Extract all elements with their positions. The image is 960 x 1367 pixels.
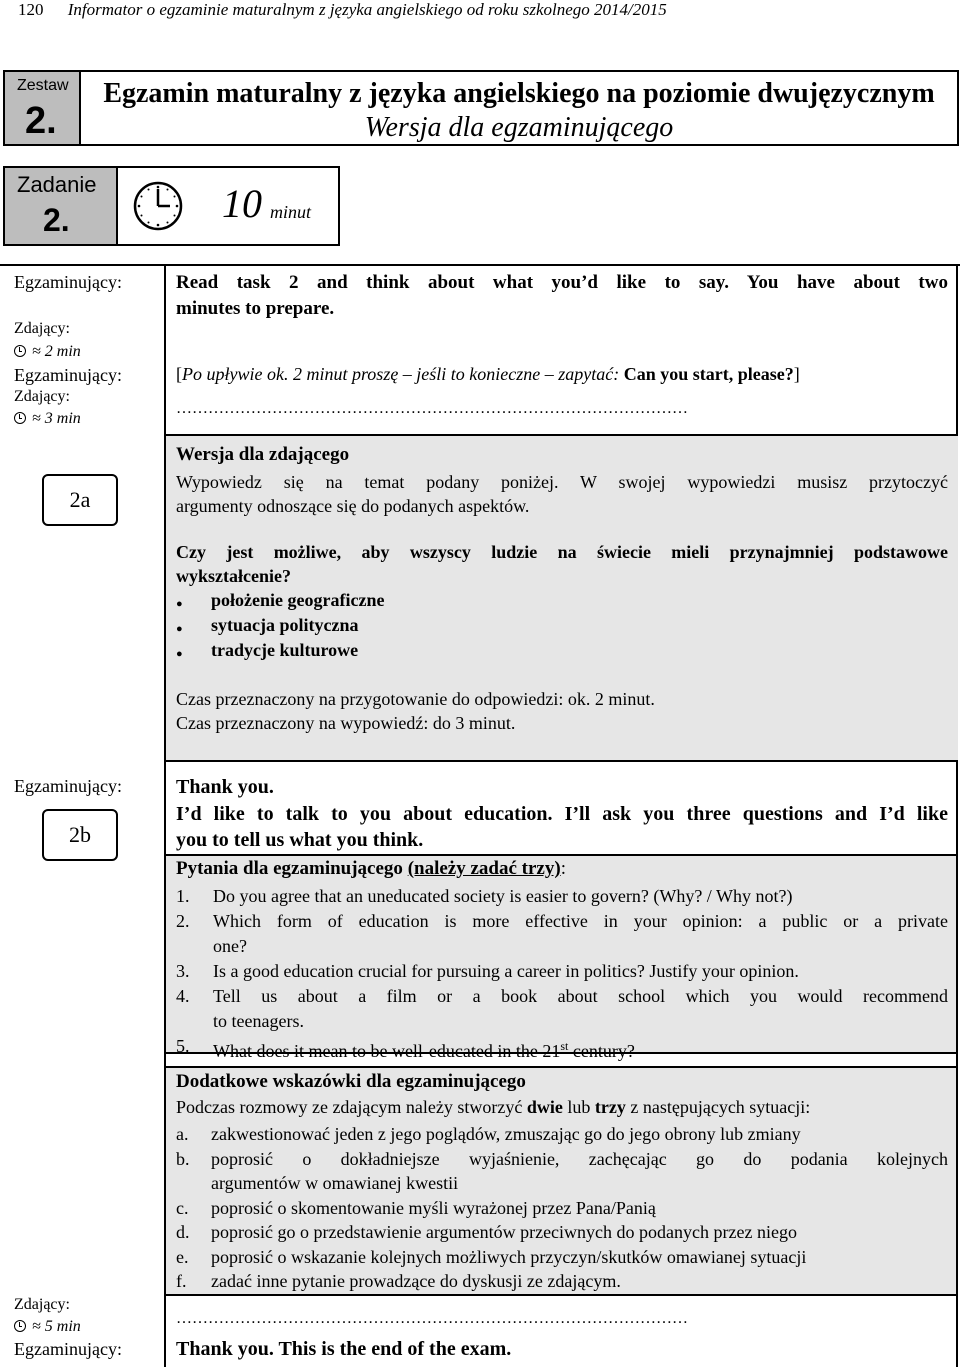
question-item: 5. What does it mean to be well-educated in the 21st century? (176, 1036, 635, 1061)
hints-heading: Dodatkowe wskazówki dla egzaminującego (176, 1071, 526, 1092)
time-approx-2: ≈ 2 min (14, 343, 81, 361)
hint-item: f. zadać inne pytanie prowadzące do dyskusji ze zdającym. (176, 1271, 621, 1291)
questions-heading: Pytania dla egzaminującego (należy zadać trzy): (176, 858, 566, 879)
question-item: 4. Tell us about a film or a book about school which you would recommend to teenagers. (176, 986, 948, 1031)
zestaw-box (3, 70, 81, 146)
label-candidate-2: Zdający: (14, 388, 70, 405)
aspect-item: ● sytuacja polityczna (176, 613, 384, 638)
label-candidate-3: Zdający: (14, 1296, 70, 1313)
candidate-card (166, 434, 958, 760)
exam-title: Egzamin maturalny z języka angielskiego na poziomie dwujęzycznym (103, 78, 935, 109)
time-value: 10 (222, 181, 262, 226)
page-header (18, 0, 667, 20)
aspect-item: ● położenie geograficzne (176, 588, 384, 613)
exam-subtitle: Wersja dla egzaminującego (364, 112, 674, 143)
instruction-2a: Read task 2 and think about what you’d like to say. You have about two minutes to prepare. (176, 272, 948, 319)
hint-item: d. poprosić go o przedstawienie argumentów przeciwnych do podanych przez niego (176, 1222, 797, 1242)
zestaw-label: Zestaw (17, 77, 69, 94)
time-answer: Czas przeznaczony na wypowiedź: do 3 minut. (176, 713, 516, 733)
clock-icon (132, 180, 184, 232)
intro-2b: I’d like to talk to you about education. I’ll ask you three questions and I’d like you to tell us what you think. (176, 803, 948, 851)
top-rule (0, 264, 960, 266)
hints-intro: Podczas rozmowy ze zdającym należy stworzyć dwie lub trzy z następujących sytuacji: (176, 1097, 811, 1117)
label-candidate: Zdający: (14, 320, 70, 337)
zadanie-number: 2. (43, 202, 70, 238)
thank-you: Thank you. (176, 776, 274, 798)
label-examiner-4: Egzaminujący: (14, 1339, 122, 1359)
small-clock-icon (14, 412, 26, 424)
hint-item: b. poprosić o dokładniejsze wyjaśnienie, zachęcając go do podania kolejnych argumentów w omawianej kwestii (176, 1148, 948, 1193)
candidate-intro: Wypowiedz się na temat podany poniżej. W swojej wypowiedzi musisz przytoczyć argumenty odnoszące się do podanych aspektów. (176, 472, 948, 516)
title-box (79, 70, 959, 146)
question-item: 1. Do you agree that an uneducated society is easier to govern? (Why? / Why not?) (176, 886, 793, 906)
discussion-question: Czy jest możliwe, aby wszyscy ludzie na świecie mieli przynajmniej podstawowe wykształcenie? (176, 542, 948, 586)
questions-box (166, 854, 956, 1061)
small-clock-icon (14, 345, 26, 357)
question-item: 3. Is a good education crucial for pursuing a career in politics? Justify your opinion. (176, 961, 799, 981)
hints-box (166, 1066, 956, 1296)
hint-item: a. zakwestionować jeden z jego poglądów, zmuszając go do jego obrony lub zmiany (176, 1124, 801, 1144)
aspect-item: ● tradycje kulturowe (176, 638, 384, 663)
zestaw-number: 2. (25, 100, 57, 142)
part-2a-panel (164, 264, 958, 762)
time-unit: minut (270, 202, 312, 222)
time-approx-3: ≈ 3 min (14, 410, 81, 428)
dots-line-2b: …………………………………………………………………………………… (176, 1310, 688, 1327)
page-number: 120 (18, 0, 44, 19)
running-title: Informator o egzaminie maturalnym z języka angielskiego od roku szkolnego 2014/2015 (67, 0, 667, 19)
zadanie-label: Zadanie (17, 172, 97, 197)
label-examiner-2: Egzaminujący: (14, 365, 122, 385)
badge-2b: 2b (42, 809, 118, 861)
small-clock-icon (14, 1320, 26, 1332)
part-2b-panel (164, 762, 958, 1367)
time-box (116, 166, 340, 246)
time-approx-5: ≈ 5 min (14, 1318, 81, 1336)
prompt-line: [Po upływie ok. 2 minut proszę – jeśli to konieczne – zapytać: Can you start, please?] (176, 364, 800, 384)
dots-line-2a: …………………………………………………………………………………… (176, 400, 688, 417)
zadanie-box (3, 166, 118, 246)
hint-item: e. poprosić o wskazanie kolejnych możliwych przyczyn/skutków omawianej sytuacji (176, 1246, 807, 1267)
time-prep: Czas przeznaczony na przygotowanie do odpowiedzi: ok. 2 minut. (176, 689, 655, 709)
question-item: 2. Which form of education is more effective in your opinion: a public or a private one? (176, 911, 948, 956)
label-examiner: Egzaminujący: (14, 272, 122, 292)
closing-line: Thank you. This is the end of the exam. (176, 1338, 512, 1360)
aspects-list (176, 588, 384, 663)
candidate-heading: Wersja dla zdającego (176, 444, 350, 465)
label-examiner-3: Egzaminujący: (14, 776, 122, 796)
hint-item: c. poprosić o skomentowanie myśli wyrażonej przez Pana/Panią (176, 1197, 656, 1218)
questions-list (176, 884, 948, 1064)
badge-2a: 2a (42, 474, 118, 526)
hints-list (176, 1122, 948, 1294)
